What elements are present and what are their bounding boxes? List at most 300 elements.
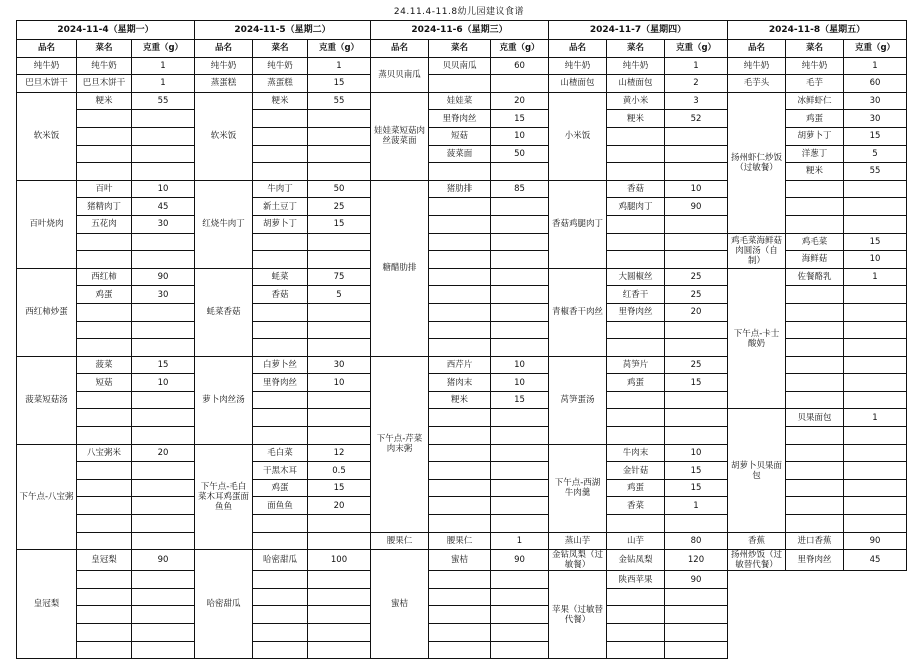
- weight-cell: 15: [665, 374, 728, 392]
- ingredient-cell: 毛白菜: [253, 444, 308, 462]
- ingredient-cell: [253, 571, 308, 589]
- weight-cell: [132, 588, 195, 606]
- ingredient-cell: [253, 532, 308, 550]
- weight-cell: 0.5: [308, 462, 371, 480]
- ingredient-cell: [429, 606, 491, 624]
- ingredient-cell: 里脊肉丝: [429, 110, 491, 128]
- ingredient-cell: [77, 233, 132, 251]
- weight-cell: 20: [308, 497, 371, 515]
- weight-cell: 55: [308, 92, 371, 110]
- weight-cell: 15: [491, 110, 549, 128]
- weight-cell: [491, 286, 549, 304]
- weight-cell: [308, 339, 371, 357]
- ingredient-cell: 佐餐酪乳: [786, 268, 844, 286]
- column-header-dish: 品名: [549, 40, 607, 58]
- ingredient-cell: 胡萝卜丁: [786, 127, 844, 145]
- dish-name-cell: 娃娃菜短菇肉丝菠菜面: [371, 92, 429, 180]
- ingredient-cell: [77, 532, 132, 550]
- weight-cell: [132, 409, 195, 427]
- weight-cell: 12: [308, 444, 371, 462]
- ingredient-cell: [607, 515, 665, 533]
- weight-cell: 15: [308, 479, 371, 497]
- weight-cell: 10: [132, 180, 195, 198]
- weight-cell: [665, 145, 728, 163]
- ingredient-cell: 粳米: [429, 391, 491, 409]
- weight-cell: [665, 515, 728, 533]
- ingredient-cell: [607, 588, 665, 606]
- weight-cell: [132, 641, 195, 659]
- weight-cell: [491, 427, 549, 445]
- ingredient-cell: [77, 479, 132, 497]
- dish-name-cell: 青椒香干肉丝: [549, 268, 607, 356]
- dish-name-cell: 莴笋蛋汤: [549, 356, 607, 444]
- column-header-weight: 克重（g）: [308, 40, 371, 58]
- ingredient-cell: [786, 497, 844, 515]
- ingredient-cell: 洋葱丁: [786, 145, 844, 163]
- dish-name-cell: 软米饭: [195, 92, 253, 180]
- ingredient-cell: 鸡蛋: [786, 110, 844, 128]
- ingredient-cell: 蜜桔: [429, 550, 491, 571]
- dish-name-cell: 巴旦木饼干: [17, 75, 77, 93]
- ingredient-cell: [429, 215, 491, 233]
- ingredient-cell: 香菇: [253, 286, 308, 304]
- weight-cell: [308, 588, 371, 606]
- ingredient-cell: [607, 606, 665, 624]
- weight-cell: 1: [132, 57, 195, 75]
- weight-cell: [132, 391, 195, 409]
- ingredient-cell: 红香干: [607, 286, 665, 304]
- dish-name-cell: 蜜桔: [371, 550, 429, 659]
- weight-cell: 30: [308, 356, 371, 374]
- ingredient-cell: 进口香蕉: [786, 532, 844, 550]
- ingredient-cell: [429, 497, 491, 515]
- weight-cell: [491, 479, 549, 497]
- ingredient-cell: 短菇: [77, 374, 132, 392]
- ingredient-cell: [429, 462, 491, 480]
- weight-cell: 10: [491, 356, 549, 374]
- column-header-weight: 克重（g）: [491, 40, 549, 58]
- ingredient-cell: 香菜: [607, 497, 665, 515]
- ingredient-cell: [429, 571, 491, 589]
- weight-cell: 55: [132, 92, 195, 110]
- ingredient-cell: [429, 339, 491, 357]
- ingredient-cell: 牛肉末: [607, 444, 665, 462]
- weight-cell: [665, 606, 728, 624]
- day-header: 2024-11-5（星期二）: [195, 21, 371, 40]
- day-header: 2024-11-7（星期四）: [549, 21, 728, 40]
- ingredient-cell: [429, 641, 491, 659]
- ingredient-cell: [607, 163, 665, 181]
- ingredient-cell: [77, 571, 132, 589]
- weight-cell: 10: [491, 374, 549, 392]
- weight-cell: [132, 127, 195, 145]
- weight-cell: [132, 303, 195, 321]
- table-row: [17, 409, 907, 427]
- dish-name-cell: 鸡毛菜海鲜菇肉圆汤（自制）: [728, 233, 786, 268]
- weight-cell: [491, 588, 549, 606]
- weight-cell: 90: [665, 198, 728, 216]
- weight-cell: 15: [308, 215, 371, 233]
- weight-cell: [665, 427, 728, 445]
- day-header: 2024-11-4（星期一）: [17, 21, 195, 40]
- ingredient-cell: 粳米: [253, 92, 308, 110]
- ingredient-cell: [253, 303, 308, 321]
- weight-cell: [491, 251, 549, 269]
- weight-cell: [665, 251, 728, 269]
- weight-cell: [491, 215, 549, 233]
- ingredient-cell: 哈密甜瓜: [253, 550, 308, 571]
- weight-cell: [491, 515, 549, 533]
- weight-cell: 5: [308, 286, 371, 304]
- dish-name-cell: 下午点-西湖牛肉羹: [549, 444, 607, 532]
- weight-cell: [844, 180, 907, 198]
- ingredient-cell: 大圆椒丝: [607, 268, 665, 286]
- weight-cell: [665, 641, 728, 659]
- ingredient-cell: [429, 409, 491, 427]
- ingredient-cell: 西芹片: [429, 356, 491, 374]
- weight-cell: 15: [844, 127, 907, 145]
- ingredient-cell: 白萝卜丝: [253, 356, 308, 374]
- weight-cell: [844, 497, 907, 515]
- ingredient-cell: [429, 198, 491, 216]
- ingredient-cell: [607, 233, 665, 251]
- dish-name-cell: 毛芋头: [728, 75, 786, 93]
- ingredient-cell: [429, 286, 491, 304]
- weight-cell: [491, 624, 549, 642]
- ingredient-cell: [786, 356, 844, 374]
- column-header-dish: 品名: [371, 40, 429, 58]
- weight-cell: [308, 409, 371, 427]
- weight-cell: 45: [844, 550, 907, 571]
- ingredient-cell: [786, 180, 844, 198]
- ingredient-cell: 莴笋片: [607, 356, 665, 374]
- weight-cell: [665, 409, 728, 427]
- weight-cell: 25: [308, 198, 371, 216]
- weight-cell: 20: [665, 303, 728, 321]
- ingredient-cell: [429, 233, 491, 251]
- table-row: [17, 588, 907, 606]
- ingredient-cell: 海鲜菇: [786, 251, 844, 269]
- weight-cell: [491, 641, 549, 659]
- ingredient-cell: [786, 515, 844, 533]
- weight-cell: [844, 391, 907, 409]
- ingredient-cell: [607, 409, 665, 427]
- weight-cell: [308, 251, 371, 269]
- weight-cell: 10: [844, 251, 907, 269]
- weight-cell: [665, 163, 728, 181]
- ingredient-cell: [786, 444, 844, 462]
- weight-cell: 25: [665, 286, 728, 304]
- ingredient-cell: 娃娃菜: [429, 92, 491, 110]
- menu-body: [17, 57, 907, 659]
- ingredient-cell: [429, 163, 491, 181]
- weight-cell: [665, 391, 728, 409]
- dish-name-cell: 西红柿炒蛋: [17, 268, 77, 356]
- ingredient-cell: 猪肋排: [429, 180, 491, 198]
- weight-cell: [308, 163, 371, 181]
- weight-cell: 15: [491, 391, 549, 409]
- column-header-ingredient: 菜名: [786, 40, 844, 58]
- dish-name-cell: 糖醋肋排: [371, 180, 429, 356]
- weight-cell: [132, 515, 195, 533]
- weight-cell: 1: [491, 532, 549, 550]
- ingredient-cell: [77, 163, 132, 181]
- weight-cell: 90: [665, 571, 728, 589]
- weight-cell: 90: [132, 550, 195, 571]
- dish-name-cell: 苹果（过敏替代餐）: [549, 571, 607, 659]
- weight-cell: [132, 532, 195, 550]
- ingredient-cell: 纯牛奶: [607, 57, 665, 75]
- ingredient-cell: [77, 321, 132, 339]
- column-header-dish: 品名: [17, 40, 77, 58]
- dish-name-cell: 腰果仁: [371, 532, 429, 550]
- weight-cell: 60: [844, 75, 907, 93]
- ingredient-cell: 金钻凤梨: [607, 550, 665, 571]
- weight-cell: [491, 233, 549, 251]
- dish-name-cell: 胡萝卜贝果面包: [728, 409, 786, 532]
- ingredient-cell: [429, 444, 491, 462]
- ingredient-cell: 短菇: [429, 127, 491, 145]
- weight-cell: [308, 515, 371, 533]
- ingredient-cell: [429, 268, 491, 286]
- ingredient-cell: [77, 462, 132, 480]
- weight-cell: [132, 251, 195, 269]
- ingredient-cell: [253, 606, 308, 624]
- ingredient-cell: 菠菜: [77, 356, 132, 374]
- dish-name-cell: 香蕉: [728, 532, 786, 550]
- dish-name-cell: 哈密甜瓜: [195, 550, 253, 659]
- column-header-ingredient: 菜名: [607, 40, 665, 58]
- ingredient-cell: [77, 624, 132, 642]
- weight-cell: [844, 303, 907, 321]
- dish-name-cell: 扬州炒饭（过敏替代餐）: [728, 550, 786, 571]
- table-row: [17, 550, 907, 571]
- ingredient-cell: 西红柿: [77, 268, 132, 286]
- weight-cell: 10: [665, 180, 728, 198]
- ingredient-cell: 五花肉: [77, 215, 132, 233]
- dish-name-cell: 下午点-卡士酸奶: [728, 268, 786, 409]
- weight-cell: [491, 75, 549, 93]
- weight-cell: 1: [308, 57, 371, 75]
- weight-cell: 1: [132, 75, 195, 93]
- weight-cell: 2: [665, 75, 728, 93]
- ingredient-cell: 面鱼鱼: [253, 497, 308, 515]
- ingredient-cell: 猪精肉丁: [77, 198, 132, 216]
- weight-cell: 50: [491, 145, 549, 163]
- weight-cell: 30: [844, 110, 907, 128]
- dish-name-cell: 蒸贝贝南瓜: [371, 57, 429, 92]
- dish-name-cell: 扬州虾仁炒饭（过敏餐）: [728, 92, 786, 233]
- ingredient-cell: 纯牛奶: [253, 57, 308, 75]
- weight-cell: 55: [844, 163, 907, 181]
- table-row: [17, 532, 907, 550]
- ingredient-cell: [429, 515, 491, 533]
- ingredient-cell: 金针菇: [607, 462, 665, 480]
- weight-cell: [665, 127, 728, 145]
- weight-cell: 30: [132, 286, 195, 304]
- ingredient-cell: [253, 641, 308, 659]
- ingredient-cell: 粳米: [786, 163, 844, 181]
- weight-cell: [665, 215, 728, 233]
- table-row: [17, 641, 907, 659]
- weight-cell: [844, 339, 907, 357]
- weight-cell: 15: [665, 462, 728, 480]
- weight-cell: 90: [844, 532, 907, 550]
- ingredient-cell: [253, 409, 308, 427]
- ingredient-cell: [429, 588, 491, 606]
- dish-name-cell: 纯牛奶: [17, 57, 77, 75]
- ingredient-cell: 皇冠梨: [77, 550, 132, 571]
- ingredient-cell: 牛肉丁: [253, 180, 308, 198]
- ingredient-cell: 鸡蛋: [77, 286, 132, 304]
- weight-cell: 20: [491, 92, 549, 110]
- table-row: [17, 233, 907, 251]
- weight-cell: 80: [665, 532, 728, 550]
- ingredient-cell: [429, 427, 491, 445]
- ingredient-cell: 粳米: [607, 110, 665, 128]
- column-header-weight: 克重（g）: [132, 40, 195, 58]
- ingredient-cell: 香菇: [607, 180, 665, 198]
- dish-name-cell: 下午点-毛白菜木耳鸡蛋面鱼鱼: [195, 444, 253, 550]
- ingredient-cell: [253, 145, 308, 163]
- weight-cell: [491, 409, 549, 427]
- ingredient-cell: 菠菜面: [429, 145, 491, 163]
- ingredient-cell: [253, 233, 308, 251]
- weight-cell: 10: [491, 127, 549, 145]
- weight-cell: 20: [132, 444, 195, 462]
- weight-cell: 5: [844, 145, 907, 163]
- ingredient-cell: 鸡蛋: [607, 479, 665, 497]
- dish-name-cell: 红烧牛肉丁: [195, 180, 253, 268]
- ingredient-cell: 冰鲜虾仁: [786, 92, 844, 110]
- ingredient-cell: [253, 339, 308, 357]
- ingredient-cell: 里脊肉丝: [607, 303, 665, 321]
- dish-name-cell: 蚝菜香菇: [195, 268, 253, 356]
- column-header-ingredient: 菜名: [77, 40, 132, 58]
- weight-cell: [308, 571, 371, 589]
- ingredient-cell: 纯牛奶: [77, 57, 132, 75]
- weight-cell: [308, 127, 371, 145]
- column-header-ingredient: 菜名: [429, 40, 491, 58]
- dish-name-cell: 菠菜短菇汤: [17, 356, 77, 444]
- weight-cell: 10: [665, 444, 728, 462]
- weight-cell: [308, 606, 371, 624]
- weight-cell: [665, 588, 728, 606]
- ingredient-cell: 山芋: [607, 532, 665, 550]
- ingredient-cell: 蒸蛋糕: [253, 75, 308, 93]
- ingredient-cell: 鸡毛菜: [786, 233, 844, 251]
- dish-name-cell: 纯牛奶: [728, 57, 786, 75]
- ingredient-cell: [253, 110, 308, 128]
- ingredient-cell: [253, 127, 308, 145]
- column-header-weight: 克重（g）: [665, 40, 728, 58]
- ingredient-cell: [786, 427, 844, 445]
- ingredient-cell: 胡萝卜丁: [253, 215, 308, 233]
- dish-name-cell: 香菇鸡腿肉丁: [549, 180, 607, 268]
- column-header-weight: 克重（g）: [844, 40, 907, 58]
- ingredient-cell: [429, 303, 491, 321]
- weight-cell: [132, 145, 195, 163]
- weight-cell: [132, 427, 195, 445]
- ingredient-cell: [77, 339, 132, 357]
- dish-name-cell: 金钻凤梨（过敏餐）: [549, 550, 607, 571]
- weight-cell: 90: [132, 268, 195, 286]
- ingredient-cell: [786, 479, 844, 497]
- day-header: 2024-11-6（星期三）: [371, 21, 549, 40]
- weight-cell: [491, 444, 549, 462]
- ingredient-cell: [607, 427, 665, 445]
- ingredient-cell: [786, 462, 844, 480]
- weight-cell: 45: [132, 198, 195, 216]
- ingredient-cell: [253, 163, 308, 181]
- weight-cell: [308, 427, 371, 445]
- weight-cell: 1: [844, 57, 907, 75]
- day-header: 2024-11-8（星期五）: [728, 21, 907, 40]
- dish-name-cell: 下午点-芹菜肉末粥: [371, 356, 429, 532]
- ingredient-cell: 百叶: [77, 180, 132, 198]
- weight-cell: [491, 462, 549, 480]
- weight-cell: 1: [665, 57, 728, 75]
- dish-name-cell: 萝卜肉丝汤: [195, 356, 253, 444]
- column-header-ingredient: 菜名: [253, 40, 308, 58]
- weight-cell: [132, 497, 195, 515]
- weight-cell: [844, 356, 907, 374]
- ingredient-cell: [77, 110, 132, 128]
- dish-name-cell: 纯牛奶: [195, 57, 253, 75]
- ingredient-cell: 贝果面包: [786, 409, 844, 427]
- dish-name-cell: 纯牛奶: [549, 57, 607, 75]
- weight-cell: [844, 427, 907, 445]
- weight-cell: [132, 462, 195, 480]
- weight-cell: [308, 233, 371, 251]
- ingredient-cell: 毛芋: [786, 75, 844, 93]
- weight-cell: [132, 339, 195, 357]
- ingredient-cell: 干黑木耳: [253, 462, 308, 480]
- weight-cell: [844, 444, 907, 462]
- weight-cell: 25: [665, 356, 728, 374]
- ingredient-cell: 陕西苹果: [607, 571, 665, 589]
- weight-cell: 30: [132, 215, 195, 233]
- ingredient-cell: [607, 624, 665, 642]
- weight-cell: 60: [491, 57, 549, 75]
- weight-cell: [844, 515, 907, 533]
- weight-cell: [132, 110, 195, 128]
- weight-cell: [844, 321, 907, 339]
- weight-cell: [665, 624, 728, 642]
- column-header-dish: 品名: [728, 40, 786, 58]
- weight-cell: [844, 479, 907, 497]
- ingredient-cell: 山楂面包: [607, 75, 665, 93]
- ingredient-cell: [607, 339, 665, 357]
- dish-name-cell: 下午点-八宝粥: [17, 444, 77, 550]
- weight-cell: 1: [844, 268, 907, 286]
- ingredient-cell: [786, 339, 844, 357]
- ingredient-cell: [786, 321, 844, 339]
- weight-cell: [844, 215, 907, 233]
- ingredient-cell: [607, 215, 665, 233]
- ingredient-cell: [77, 497, 132, 515]
- ingredient-cell: [607, 127, 665, 145]
- weight-cell: [665, 233, 728, 251]
- dish-name-cell: 小米饭: [549, 92, 607, 180]
- ingredient-cell: [77, 391, 132, 409]
- table-row: [17, 571, 907, 589]
- ingredient-cell: [607, 321, 665, 339]
- ingredient-cell: [607, 145, 665, 163]
- weight-cell: [665, 321, 728, 339]
- dish-name-cell: 软米饭: [17, 92, 77, 180]
- ingredient-cell: [429, 251, 491, 269]
